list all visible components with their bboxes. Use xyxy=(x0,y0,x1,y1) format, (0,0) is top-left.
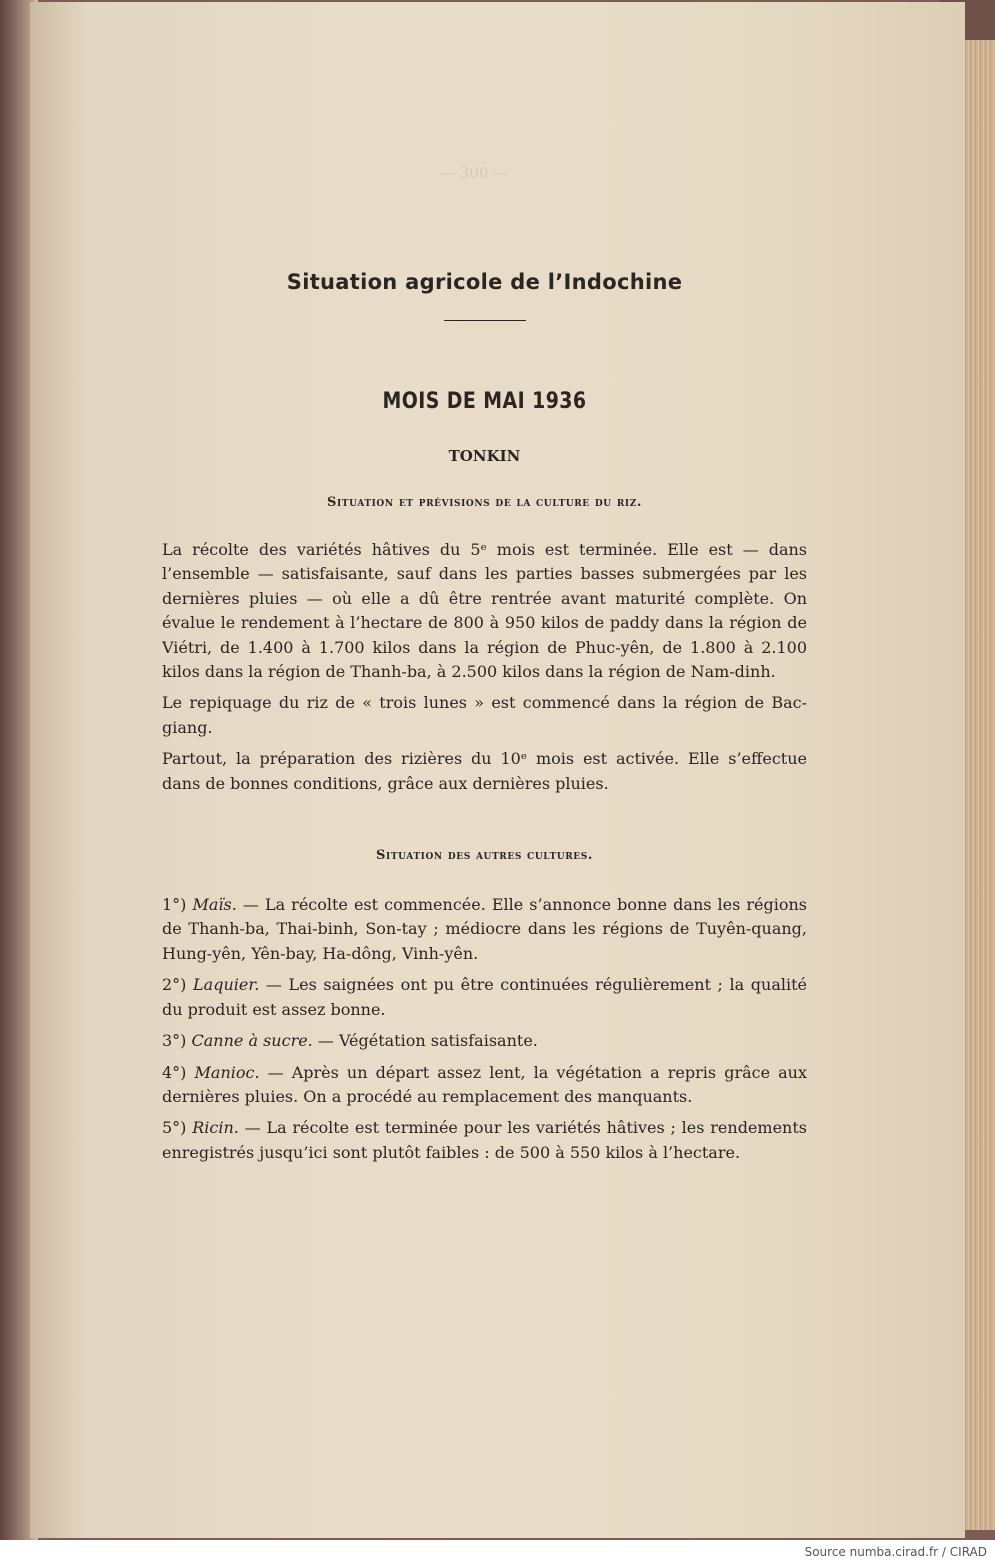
crop-item xyxy=(162,1061,807,1110)
crop-item-number: 4°) xyxy=(162,1062,187,1082)
rice-paragraph: Partout, la préparation des rizières du 10ᵉ mois est activée. Elle s’effectue dans de bonnes conditions, grâce aux dernières pluies. xyxy=(162,749,807,793)
crop-name: Maïs. xyxy=(192,895,237,915)
crop-name: Ricin. xyxy=(192,1118,239,1138)
rice-paragraph: La récolte des variétés hâtives du 5ᵉ mois est terminée. Elle est — dans l’ensemble — satisfaisante, sauf dans les parties basses submergées par les dernières pluies — où elle a dû être rentrée avant maturité complète. On évalue le rendement à l’hectare de 800 à 950 kilos de paddy dans la région de Viétri, de 1.400 à 1.700 kilos dans la région de Phuc-yên, de 1.800 à 2.100 kilos dans la région de Thanh-ba, à 2.500 kilos dans la région de Nam-dinh. xyxy=(162,540,807,682)
rice-paragraph: Le repiquage du riz de « trois lunes » est commencé dans la région de Bac-giang. xyxy=(162,693,807,737)
bleed-through-page-number: — 300 — xyxy=(440,164,509,182)
crop-item xyxy=(162,1029,807,1053)
crop-name: Manioc. xyxy=(194,1062,260,1082)
crop-item-number: 2°) xyxy=(162,975,187,995)
crop-item xyxy=(162,1116,807,1165)
region-heading: TONKIN xyxy=(448,447,521,465)
crop-item-text: — Les saignées ont pu être continuées régulièrement ; la qualité du produit est assez bonne. xyxy=(162,975,808,1019)
crop-item-text: — Après un départ assez lent, la végétation a repris grâce aux dernières pluies. On a procédé au remplacement des manquants. xyxy=(162,1062,808,1106)
crop-item-number: 3°) xyxy=(162,1031,187,1051)
page-edges xyxy=(962,40,995,1530)
crop-item-number: 1°) xyxy=(162,895,187,915)
source-credit: Source numba.cirad.fr / CIRAD xyxy=(804,1545,987,1559)
crop-item xyxy=(162,893,807,966)
crop-name: Canne à sucre. xyxy=(191,1031,313,1051)
crop-item-text: — Végétation satisfaisante. xyxy=(317,1031,538,1051)
page-title: Situation agricole de l’Indochine xyxy=(286,270,683,294)
crop-item-number: 5°) xyxy=(162,1118,187,1138)
month-heading: MOIS DE MAI 1936 xyxy=(382,389,587,414)
crop-item-text: — La récolte est terminée pour les variétés hâtives ; les rendements enregistrés jusqu’ici sont plutôt faibles : de 500 à 550 kilos à l’hectare. xyxy=(162,1118,807,1162)
rice-section-heading: Situation et prévisions de la culture du riz. xyxy=(326,495,643,510)
title-divider xyxy=(444,320,526,321)
crop-item-text: — La récolte est commencée. Elle s’annonce bonne dans les régions de Thanh-ba, Thai-binh, Son-tay ; médiocre dans les régions de Tuyên-quang, Hung-yên, Yên-bay, Ha-dông, Vinh-yên. xyxy=(162,895,807,963)
page-content xyxy=(162,270,807,1165)
crop-name: Laquier. xyxy=(193,975,260,995)
crop-item xyxy=(162,973,807,1022)
other-crops-section-heading: Situation des autres cultures. xyxy=(376,848,593,864)
